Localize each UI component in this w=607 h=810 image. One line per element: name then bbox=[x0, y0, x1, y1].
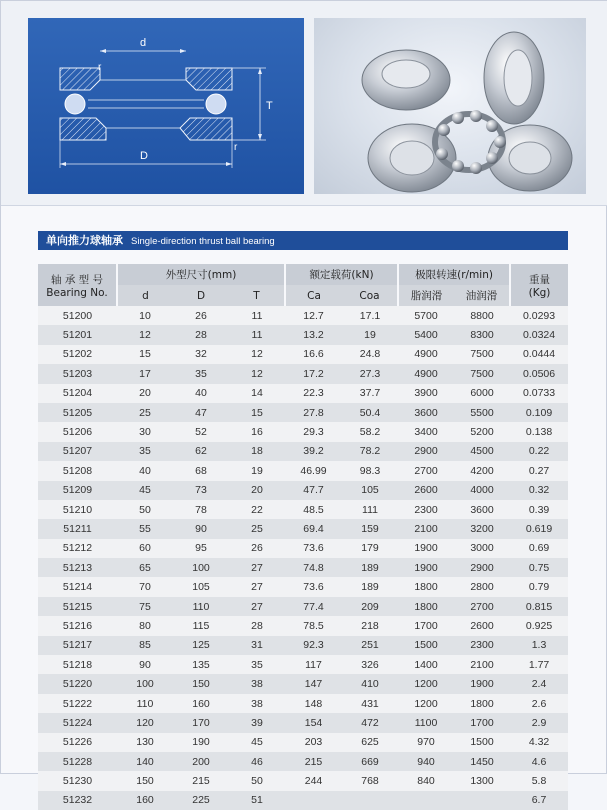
cell-grease-speed: 3400 bbox=[398, 422, 454, 441]
cell-T: 45 bbox=[229, 733, 285, 752]
cell-bearing-no: 51226 bbox=[38, 733, 117, 752]
cell-grease-speed: 1900 bbox=[398, 558, 454, 577]
cell-Ca: 73.6 bbox=[285, 539, 342, 558]
cell-bearing-no: 51203 bbox=[38, 364, 117, 383]
cell-T: 35 bbox=[229, 655, 285, 674]
cell-Ca: 27.8 bbox=[285, 403, 342, 422]
header-bearing-no-cn: 轴 承 型 号 bbox=[50, 273, 103, 286]
cell-grease-speed: 840 bbox=[398, 771, 454, 790]
cell-Coa: 669 bbox=[342, 752, 398, 771]
cell-d: 40 bbox=[117, 461, 173, 480]
cell-Ca: 47.7 bbox=[285, 481, 342, 500]
cell-oil-speed: 8800 bbox=[454, 306, 510, 325]
cell-T: 46 bbox=[229, 752, 285, 771]
cell-D: 100 bbox=[173, 558, 229, 577]
cell-D: 125 bbox=[173, 636, 229, 655]
cell-weight: 0.75 bbox=[510, 558, 568, 577]
cell-grease-speed bbox=[398, 791, 454, 810]
cell-Ca: 77.4 bbox=[285, 597, 342, 616]
cell-grease-speed: 1900 bbox=[398, 539, 454, 558]
cell-weight: 6.7 bbox=[510, 791, 568, 810]
header-bearing-no bbox=[38, 264, 117, 306]
cell-oil-speed: 2300 bbox=[454, 636, 510, 655]
cell-oil-speed: 2100 bbox=[454, 655, 510, 674]
table-row bbox=[38, 539, 568, 558]
cell-Ca: 244 bbox=[285, 771, 342, 790]
cell-grease-speed: 1200 bbox=[398, 694, 454, 713]
header-grease: 脂润滑 bbox=[398, 285, 454, 306]
cell-oil-speed: 3000 bbox=[454, 539, 510, 558]
cell-oil-speed: 4500 bbox=[454, 442, 510, 461]
cell-grease-speed: 5700 bbox=[398, 306, 454, 325]
cell-oil-speed: 5200 bbox=[454, 422, 510, 441]
cell-D: 40 bbox=[173, 384, 229, 403]
cell-Ca bbox=[285, 791, 342, 810]
cell-T: 12 bbox=[229, 345, 285, 364]
cell-bearing-no: 51206 bbox=[38, 422, 117, 441]
cell-D: 170 bbox=[173, 713, 229, 732]
cell-oil-speed: 1500 bbox=[454, 733, 510, 752]
cell-d: 15 bbox=[117, 345, 173, 364]
cell-weight: 0.32 bbox=[510, 481, 568, 500]
cell-oil-speed: 6000 bbox=[454, 384, 510, 403]
cell-d: 160 bbox=[117, 791, 173, 810]
cell-weight: 0.0506 bbox=[510, 364, 568, 383]
cell-d: 60 bbox=[117, 539, 173, 558]
cell-d: 100 bbox=[117, 674, 173, 693]
cell-T: 26 bbox=[229, 539, 285, 558]
cell-grease-speed: 1400 bbox=[398, 655, 454, 674]
cell-d: 85 bbox=[117, 636, 173, 655]
cell-D: 26 bbox=[173, 306, 229, 325]
cell-grease-speed: 970 bbox=[398, 733, 454, 752]
cell-Ca: 39.2 bbox=[285, 442, 342, 461]
table-row bbox=[38, 519, 568, 538]
cell-oil-speed: 2700 bbox=[454, 597, 510, 616]
header-weight bbox=[510, 264, 568, 306]
cell-bearing-no: 51204 bbox=[38, 384, 117, 403]
cell-T: 28 bbox=[229, 616, 285, 635]
cell-oil-speed: 1700 bbox=[454, 713, 510, 732]
cell-Coa bbox=[342, 791, 398, 810]
cell-d: 90 bbox=[117, 655, 173, 674]
cell-d: 20 bbox=[117, 384, 173, 403]
housing-washer-left bbox=[60, 118, 106, 140]
cell-D: 135 bbox=[173, 655, 229, 674]
cell-Ca: 46.99 bbox=[285, 461, 342, 480]
cell-Ca: 148 bbox=[285, 694, 342, 713]
cell-Coa: 431 bbox=[342, 694, 398, 713]
cell-bearing-no: 51228 bbox=[38, 752, 117, 771]
header-load-rating: 额定载荷(kN) bbox=[285, 264, 398, 285]
cell-D: 150 bbox=[173, 674, 229, 693]
header-dimensions: 外型尺寸(mm) bbox=[117, 264, 285, 285]
cell-Coa: 98.3 bbox=[342, 461, 398, 480]
table-row bbox=[38, 616, 568, 635]
cell-T: 38 bbox=[229, 674, 285, 693]
cell-Coa: 17.1 bbox=[342, 306, 398, 325]
table-row bbox=[38, 752, 568, 771]
header-bearing-no-en: Bearing No. bbox=[46, 286, 108, 299]
cell-weight: 0.925 bbox=[510, 616, 568, 635]
bearing-cross-section-diagram bbox=[28, 18, 304, 194]
header-T: T bbox=[229, 285, 285, 306]
cell-oil-speed: 4000 bbox=[454, 481, 510, 500]
cell-D: 62 bbox=[173, 442, 229, 461]
bearing-product-photo bbox=[314, 18, 586, 194]
cell-Ca: 13.2 bbox=[285, 325, 342, 344]
cell-Ca: 74.8 bbox=[285, 558, 342, 577]
cell-d: 30 bbox=[117, 422, 173, 441]
cell-bearing-no: 51200 bbox=[38, 306, 117, 325]
cell-T: 16 bbox=[229, 422, 285, 441]
table-row bbox=[38, 442, 568, 461]
dim-T-label: T bbox=[266, 100, 273, 112]
cell-weight: 0.109 bbox=[510, 403, 568, 422]
cell-Ca: 29.3 bbox=[285, 422, 342, 441]
header-oil: 油润滑 bbox=[454, 285, 510, 306]
cell-Coa: 111 bbox=[342, 500, 398, 519]
diagram-svg bbox=[28, 18, 304, 194]
cell-oil-speed: 7500 bbox=[454, 364, 510, 383]
cell-d: 130 bbox=[117, 733, 173, 752]
table-subheader-row bbox=[38, 285, 568, 306]
cell-oil-speed: 1450 bbox=[454, 752, 510, 771]
cell-bearing-no: 51213 bbox=[38, 558, 117, 577]
cell-Coa: 189 bbox=[342, 558, 398, 577]
cell-bearing-no: 51222 bbox=[38, 694, 117, 713]
cell-grease-speed: 4900 bbox=[398, 364, 454, 383]
cell-Coa: 19 bbox=[342, 325, 398, 344]
ball-right bbox=[206, 94, 226, 114]
cell-Coa: 24.8 bbox=[342, 345, 398, 364]
table-row bbox=[38, 364, 568, 383]
cell-weight: 4.32 bbox=[510, 733, 568, 752]
cell-Coa: 472 bbox=[342, 713, 398, 732]
table-row bbox=[38, 791, 568, 810]
section-title-bar bbox=[38, 231, 568, 250]
cell-oil-speed: 2600 bbox=[454, 616, 510, 635]
cell-weight: 0.39 bbox=[510, 500, 568, 519]
cell-D: 95 bbox=[173, 539, 229, 558]
cell-Coa: 105 bbox=[342, 481, 398, 500]
header-weight-cn: 重量 bbox=[529, 273, 551, 286]
cell-weight: 0.619 bbox=[510, 519, 568, 538]
cell-weight: 0.815 bbox=[510, 597, 568, 616]
cell-weight: 5.8 bbox=[510, 771, 568, 790]
header-Ca: Ca bbox=[285, 285, 342, 306]
table-row bbox=[38, 636, 568, 655]
cell-Coa: 50.4 bbox=[342, 403, 398, 422]
cell-weight: 2.6 bbox=[510, 694, 568, 713]
cell-grease-speed: 2700 bbox=[398, 461, 454, 480]
cell-Ca: 12.7 bbox=[285, 306, 342, 325]
header-weight-unit: (Kg) bbox=[528, 286, 551, 299]
cell-Ca: 203 bbox=[285, 733, 342, 752]
cell-T: 18 bbox=[229, 442, 285, 461]
table-row bbox=[38, 558, 568, 577]
cell-grease-speed: 3600 bbox=[398, 403, 454, 422]
cell-d: 45 bbox=[117, 481, 173, 500]
cell-T: 50 bbox=[229, 771, 285, 790]
table-row bbox=[38, 422, 568, 441]
cell-weight: 0.0444 bbox=[510, 345, 568, 364]
cell-weight: 0.138 bbox=[510, 422, 568, 441]
cell-d: 140 bbox=[117, 752, 173, 771]
cell-Ca: 17.2 bbox=[285, 364, 342, 383]
table-row bbox=[38, 461, 568, 480]
radius-label-bottom: r bbox=[234, 142, 238, 153]
header-Coa: Coa bbox=[342, 285, 398, 306]
cell-grease-speed: 1200 bbox=[398, 674, 454, 693]
cell-weight: 0.0293 bbox=[510, 306, 568, 325]
cell-oil-speed bbox=[454, 791, 510, 810]
cell-d: 150 bbox=[117, 771, 173, 790]
cell-weight: 1.3 bbox=[510, 636, 568, 655]
cell-weight: 0.27 bbox=[510, 461, 568, 480]
cell-D: 35 bbox=[173, 364, 229, 383]
table-header-row bbox=[38, 264, 568, 285]
cell-bearing-no: 51210 bbox=[38, 500, 117, 519]
cell-D: 73 bbox=[173, 481, 229, 500]
cell-bearing-no: 51211 bbox=[38, 519, 117, 538]
cell-grease-speed: 4900 bbox=[398, 345, 454, 364]
section-title-cn: 单向推力球轴承 bbox=[46, 234, 123, 247]
cell-oil-speed: 2900 bbox=[454, 558, 510, 577]
cell-D: 200 bbox=[173, 752, 229, 771]
cell-Coa: 159 bbox=[342, 519, 398, 538]
cell-oil-speed: 3200 bbox=[454, 519, 510, 538]
cell-Ca: 147 bbox=[285, 674, 342, 693]
cell-grease-speed: 1500 bbox=[398, 636, 454, 655]
table-row bbox=[38, 694, 568, 713]
cell-bearing-no: 51207 bbox=[38, 442, 117, 461]
section-title-en: Single-direction thrust ball bearing bbox=[131, 236, 275, 247]
cell-bearing-no: 51216 bbox=[38, 616, 117, 635]
cell-weight: 0.22 bbox=[510, 442, 568, 461]
cell-D: 28 bbox=[173, 325, 229, 344]
cell-bearing-no: 51205 bbox=[38, 403, 117, 422]
cell-d: 12 bbox=[117, 325, 173, 344]
table-body bbox=[38, 306, 568, 810]
cell-oil-speed: 3600 bbox=[454, 500, 510, 519]
cell-bearing-no: 51232 bbox=[38, 791, 117, 810]
cell-Coa: 37.7 bbox=[342, 384, 398, 403]
cell-T: 38 bbox=[229, 694, 285, 713]
cell-d: 120 bbox=[117, 713, 173, 732]
cell-D: 160 bbox=[173, 694, 229, 713]
cell-D: 215 bbox=[173, 771, 229, 790]
cell-grease-speed: 1800 bbox=[398, 597, 454, 616]
cell-d: 75 bbox=[117, 597, 173, 616]
cell-weight: 0.79 bbox=[510, 577, 568, 596]
cell-Ca: 117 bbox=[285, 655, 342, 674]
cell-bearing-no: 51212 bbox=[38, 539, 117, 558]
cell-T: 51 bbox=[229, 791, 285, 810]
cell-Ca: 73.6 bbox=[285, 577, 342, 596]
cell-Ca: 154 bbox=[285, 713, 342, 732]
cell-Coa: 179 bbox=[342, 539, 398, 558]
cell-T: 11 bbox=[229, 306, 285, 325]
cell-weight: 0.0324 bbox=[510, 325, 568, 344]
cell-oil-speed: 1800 bbox=[454, 694, 510, 713]
shaft-washer-left bbox=[60, 68, 100, 90]
cell-T: 27 bbox=[229, 577, 285, 596]
cell-Coa: 58.2 bbox=[342, 422, 398, 441]
cell-Coa: 209 bbox=[342, 597, 398, 616]
shaft-washer-right bbox=[186, 68, 232, 90]
cell-Coa: 27.3 bbox=[342, 364, 398, 383]
cell-D: 90 bbox=[173, 519, 229, 538]
cell-Ca: 78.5 bbox=[285, 616, 342, 635]
cell-bearing-no: 51217 bbox=[38, 636, 117, 655]
cell-D: 47 bbox=[173, 403, 229, 422]
cell-T: 31 bbox=[229, 636, 285, 655]
cell-Ca: 22.3 bbox=[285, 384, 342, 403]
cell-bearing-no: 51230 bbox=[38, 771, 117, 790]
cell-d: 25 bbox=[117, 403, 173, 422]
cell-d: 110 bbox=[117, 694, 173, 713]
cell-Ca: 92.3 bbox=[285, 636, 342, 655]
table-row bbox=[38, 713, 568, 732]
cell-bearing-no: 51215 bbox=[38, 597, 117, 616]
header-d: d bbox=[117, 285, 173, 306]
cell-grease-speed: 1700 bbox=[398, 616, 454, 635]
cell-T: 39 bbox=[229, 713, 285, 732]
cell-D: 110 bbox=[173, 597, 229, 616]
table-row bbox=[38, 345, 568, 364]
ball-left bbox=[65, 94, 85, 114]
cell-d: 70 bbox=[117, 577, 173, 596]
cell-bearing-no: 51214 bbox=[38, 577, 117, 596]
cell-Coa: 189 bbox=[342, 577, 398, 596]
table-row bbox=[38, 306, 568, 325]
cell-Coa: 410 bbox=[342, 674, 398, 693]
cell-bearing-no: 51220 bbox=[38, 674, 117, 693]
cell-d: 35 bbox=[117, 442, 173, 461]
cell-Ca: 48.5 bbox=[285, 500, 342, 519]
cell-oil-speed: 1900 bbox=[454, 674, 510, 693]
cell-Coa: 78.2 bbox=[342, 442, 398, 461]
cell-bearing-no: 51218 bbox=[38, 655, 117, 674]
cell-grease-speed: 1100 bbox=[398, 713, 454, 732]
cell-oil-speed: 2800 bbox=[454, 577, 510, 596]
header-speed-limit: 极限转速(r/min) bbox=[398, 264, 510, 285]
bearing-spec-table bbox=[38, 264, 568, 810]
table-row bbox=[38, 325, 568, 344]
housing-washer-right bbox=[180, 118, 232, 140]
cell-weight: 0.69 bbox=[510, 539, 568, 558]
table-row bbox=[38, 733, 568, 752]
cell-D: 78 bbox=[173, 500, 229, 519]
cell-grease-speed: 1800 bbox=[398, 577, 454, 596]
cell-T: 27 bbox=[229, 558, 285, 577]
cell-weight: 2.9 bbox=[510, 713, 568, 732]
cell-Coa: 251 bbox=[342, 636, 398, 655]
cell-T: 22 bbox=[229, 500, 285, 519]
cell-D: 190 bbox=[173, 733, 229, 752]
cell-grease-speed: 3900 bbox=[398, 384, 454, 403]
cell-T: 15 bbox=[229, 403, 285, 422]
table-row bbox=[38, 403, 568, 422]
cell-Coa: 218 bbox=[342, 616, 398, 635]
cell-T: 20 bbox=[229, 481, 285, 500]
cell-bearing-no: 51208 bbox=[38, 461, 117, 480]
table-row bbox=[38, 597, 568, 616]
cell-weight: 2.4 bbox=[510, 674, 568, 693]
cell-bearing-no: 51224 bbox=[38, 713, 117, 732]
cell-d: 10 bbox=[117, 306, 173, 325]
cell-Ca: 215 bbox=[285, 752, 342, 771]
table-row bbox=[38, 500, 568, 519]
dim-D-label: D bbox=[140, 150, 148, 162]
header-D: D bbox=[173, 285, 229, 306]
cell-oil-speed: 4200 bbox=[454, 461, 510, 480]
cell-grease-speed: 940 bbox=[398, 752, 454, 771]
cell-oil-speed: 8300 bbox=[454, 325, 510, 344]
cell-D: 52 bbox=[173, 422, 229, 441]
cell-bearing-no: 51209 bbox=[38, 481, 117, 500]
cell-T: 11 bbox=[229, 325, 285, 344]
cell-grease-speed: 2600 bbox=[398, 481, 454, 500]
cell-D: 115 bbox=[173, 616, 229, 635]
photo-svg bbox=[314, 18, 586, 194]
cell-D: 225 bbox=[173, 791, 229, 810]
cell-d: 55 bbox=[117, 519, 173, 538]
cell-weight: 1.77 bbox=[510, 655, 568, 674]
cell-D: 105 bbox=[173, 577, 229, 596]
table-row bbox=[38, 384, 568, 403]
cell-T: 25 bbox=[229, 519, 285, 538]
cell-T: 14 bbox=[229, 384, 285, 403]
cell-bearing-no: 51202 bbox=[38, 345, 117, 364]
cell-T: 19 bbox=[229, 461, 285, 480]
cell-bearing-no: 51201 bbox=[38, 325, 117, 344]
cell-d: 80 bbox=[117, 616, 173, 635]
cell-grease-speed: 5400 bbox=[398, 325, 454, 344]
table-row bbox=[38, 655, 568, 674]
cell-Coa: 326 bbox=[342, 655, 398, 674]
cell-weight: 4.6 bbox=[510, 752, 568, 771]
cell-Coa: 625 bbox=[342, 733, 398, 752]
table-row bbox=[38, 481, 568, 500]
cell-weight: 0.0733 bbox=[510, 384, 568, 403]
table-row bbox=[38, 771, 568, 790]
cell-T: 12 bbox=[229, 364, 285, 383]
cell-oil-speed: 1300 bbox=[454, 771, 510, 790]
cell-Ca: 69.4 bbox=[285, 519, 342, 538]
table-row bbox=[38, 674, 568, 693]
cell-Coa: 768 bbox=[342, 771, 398, 790]
cell-Ca: 16.6 bbox=[285, 345, 342, 364]
cell-D: 32 bbox=[173, 345, 229, 364]
cell-oil-speed: 5500 bbox=[454, 403, 510, 422]
cell-d: 50 bbox=[117, 500, 173, 519]
table-row bbox=[38, 577, 568, 596]
cell-d: 17 bbox=[117, 364, 173, 383]
cell-grease-speed: 2900 bbox=[398, 442, 454, 461]
dim-d-label: d bbox=[140, 37, 147, 49]
cell-oil-speed: 7500 bbox=[454, 345, 510, 364]
cell-grease-speed: 2100 bbox=[398, 519, 454, 538]
cell-d: 65 bbox=[117, 558, 173, 577]
cell-T: 27 bbox=[229, 597, 285, 616]
cell-grease-speed: 2300 bbox=[398, 500, 454, 519]
cell-D: 68 bbox=[173, 461, 229, 480]
